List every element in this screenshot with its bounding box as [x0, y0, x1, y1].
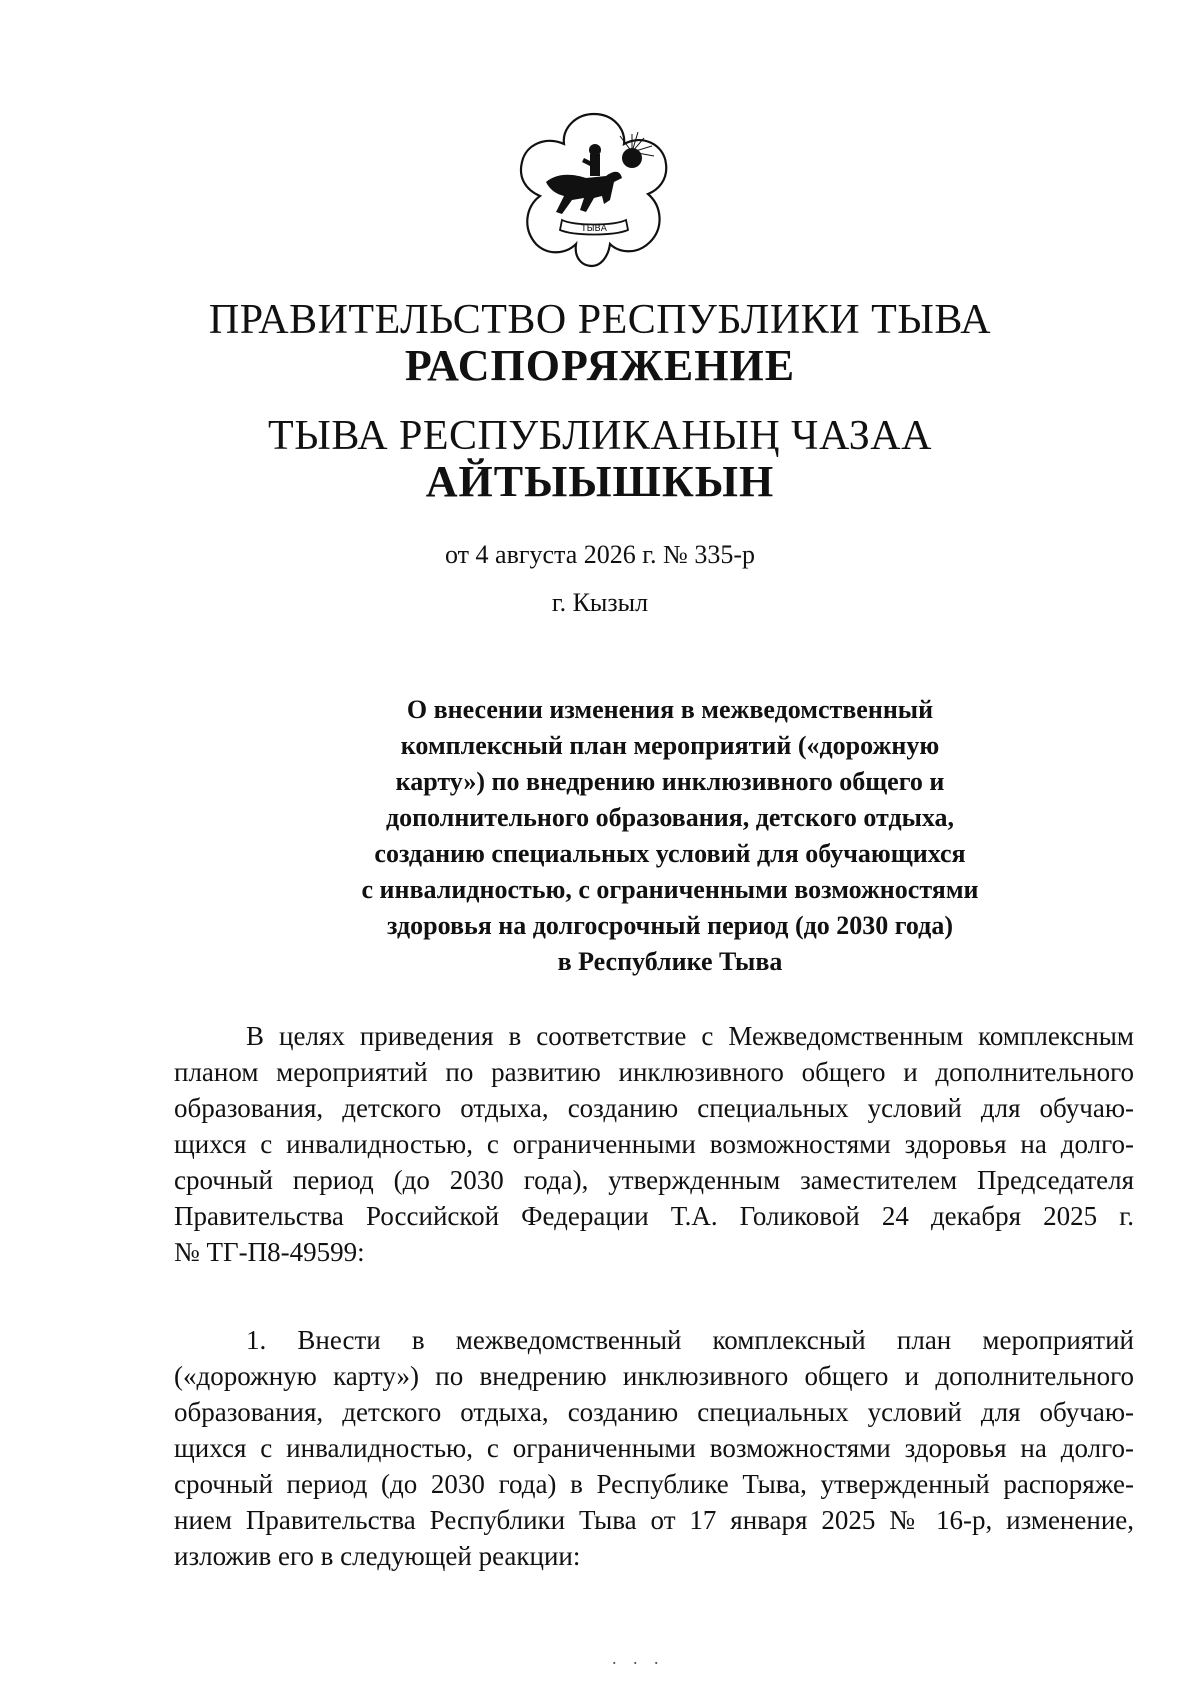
government-name-ru: ПРАВИТЕЛЬСТВО РЕСПУБЛИКИ ТЫВА	[208, 297, 992, 343]
title-line: созданию специальных условий для обучающихся	[374, 839, 966, 868]
document-type-ru: РАСПОРЯЖЕНИЕ	[404, 341, 796, 390]
paragraph-line: образования, детского отдыха, созданию специальных условий для обучаю-	[174, 1093, 1134, 1123]
document-city: г. Кызыл	[551, 588, 649, 617]
coat-of-arms-emblem	[514, 108, 674, 270]
svg-text:ТЫВА: ТЫВА	[581, 224, 607, 234]
title-line: здоровья на долгосрочный период (до 2030 года)	[387, 911, 953, 940]
paragraph-line: щихся с инвалидностью, с ограниченными возможностями здоровья на долго-	[174, 1129, 1134, 1159]
title-line: в Республике Тыва	[557, 947, 783, 976]
title-line: с инвалидностью, с ограниченными возможностями	[361, 875, 979, 904]
paragraph-line: образования, детского отдыха, созданию специальных условий для обучаю-	[174, 1397, 1134, 1427]
document-type-tyv: АЙТЫЫШКЫН	[425, 457, 775, 506]
paragraph-line: Правительства Российской Федерации Т.А. Голиковой 24 декабря 2025 г.	[174, 1201, 1134, 1231]
government-name-tyv: ТЫВА РЕСПУБЛИКАНЫҢ ЧАЗАА	[268, 413, 932, 459]
paragraph-line: срочный период (до 2030 года), утвержденным заместителем Председателя	[174, 1165, 1134, 1195]
document-title	[330, 692, 1010, 980]
title-line: дополнительного образования, детского отдыха,	[385, 803, 955, 832]
preamble-paragraph	[174, 1018, 1134, 1270]
paragraph-line: («дорожную карту») по внедрению инклюзивного общего и дополнительного	[174, 1361, 1134, 1391]
paragraph-line: В целях приведения в соответствие с Межведомственным комплексным	[246, 1021, 1134, 1051]
paragraph-line: нием Правительства Республики Тыва от 17 января 2025 № 16-р, изменение,	[174, 1505, 1134, 1535]
paragraph-line: щихся с инвалидностью, с ограниченными возможностями здоровья на долго-	[174, 1433, 1134, 1463]
scan-artifact-dots: . . .	[612, 1648, 665, 1668]
document-date-number: от 4 августа 2026 г. № 335-р	[445, 540, 755, 569]
item-1-paragraph	[174, 1322, 1134, 1574]
paragraph-line: срочный период (до 2030 года) в Республике Тыва, утвержденный распоряже-	[174, 1469, 1134, 1499]
paragraph-line: планом мероприятий по развитию инклюзивного общего и дополнительного	[174, 1057, 1134, 1087]
title-line: комплексный план мероприятий («дорожную	[400, 731, 940, 760]
title-line: карту») по внедрению инклюзивного общего и	[395, 767, 945, 796]
paragraph-line: № ТГ-П8-49599:	[174, 1237, 365, 1267]
title-line: О внесении изменения в межведомственный	[406, 695, 934, 724]
paragraph-line: изложив его в следующей реакции:	[174, 1541, 581, 1571]
paragraph-line: 1. Внести в межведомственный комплексный план мероприятий	[246, 1325, 1134, 1355]
